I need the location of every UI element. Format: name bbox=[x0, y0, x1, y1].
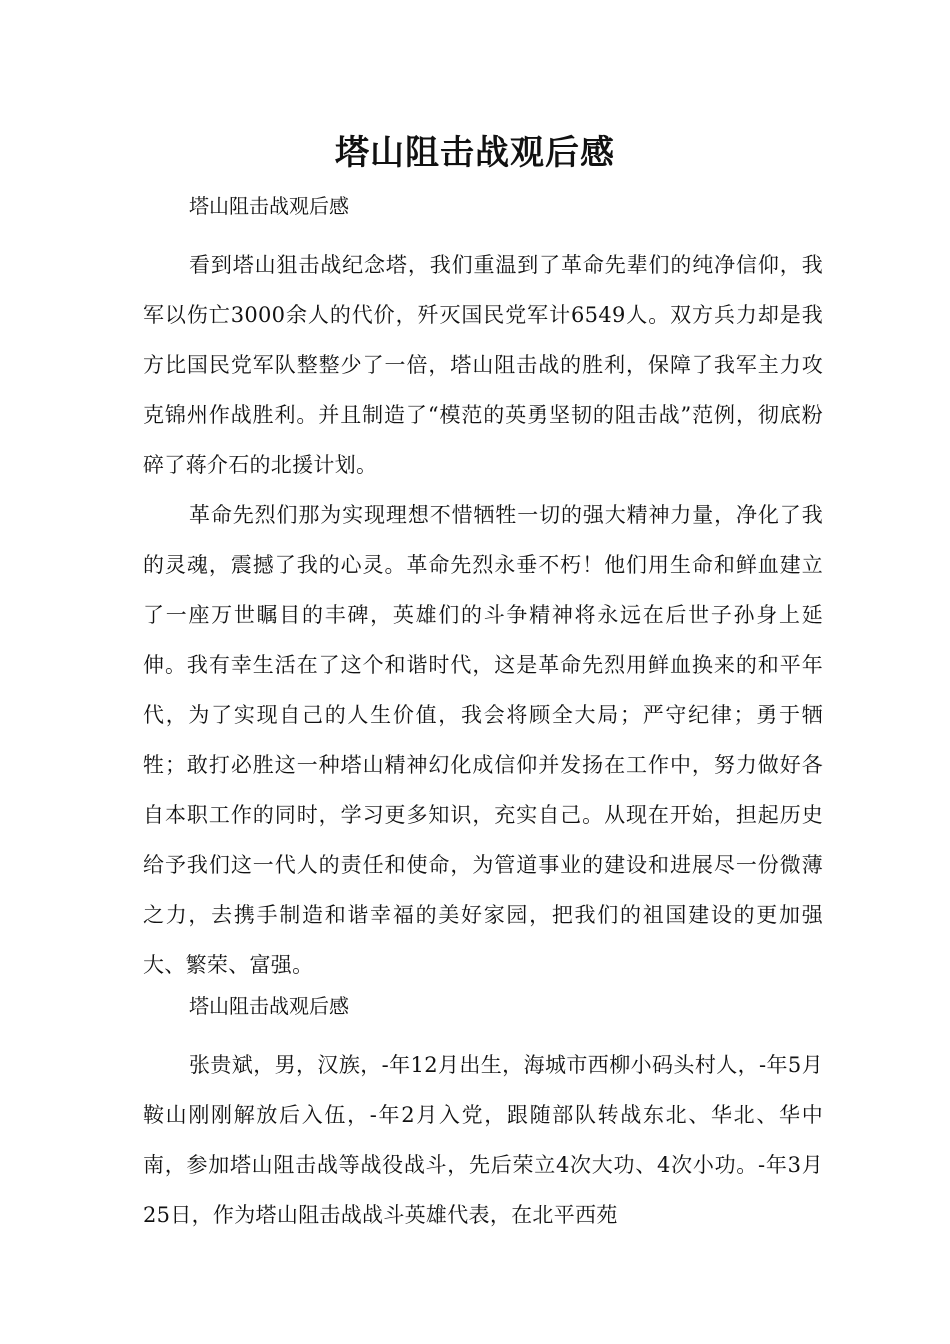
document-title: 塔山阻击战观后感 bbox=[335, 133, 615, 173]
body-paragraph: 革命先烈们那为实现理想不惜牺牲一切的强大精神力量，净化了我的灵魂，震撼了我的心灵。革命先烈永垂不朽！他们用生命和鲜血建立了一座万世瞩目的丰碑，英雄们的斗争精神将永远在后世子孙身上延伸。我有幸生活在了这个和谐时代，这是革命先烈用鲜血换来的和平年代，为了实现自己的人生价值，我会将顾全大局；严守纪律；勇于牺牲；敢打必胜这一种塔山精神幻化成信仰并发扬在工作中，努力做好各自本职工作的同时，学习更多知识，充实自己。从现在开始，担起历史给予我们这一代人的责任和使命，为管道事业的建设和进展尽一份微薄之力，去携手制造和谐幸福的美好家园，把我们的祖国建设的更加强大、繁荣、富强。 bbox=[143, 503, 823, 977]
body-paragraph: 看到塔山狙击战纪念塔，我们重温到了革命先辈们的纯净信仰，我军以伤亡3000余人的代价，歼灭国民党军计6549人。双方兵力却是我方比国民党军队整整少了一倍，塔山阻击战的胜利，保障了我军主力攻克锦州作战胜利。并且制造了“模范的英勇坚韧的阻击战”范例，彻底粉碎了蒋介石的北援计划。 bbox=[143, 253, 823, 477]
section-heading: 塔山阻击战观后感 bbox=[189, 994, 349, 1018]
section-heading: 塔山阻击战观后感 bbox=[189, 194, 349, 218]
body-paragraph: 张贵斌，男，汉族，-年12月出生，海城市西柳小码头村人，-年5月鞍山刚刚解放后入伍，-年2月入党，跟随部队转战东北、华北、华中南，参加塔山阻击战等战役战斗，先后荣立4次大功、4次小功。-年3月25日，作为塔山阻击战战斗英雄代表，在北平西苑 bbox=[143, 1053, 823, 1227]
